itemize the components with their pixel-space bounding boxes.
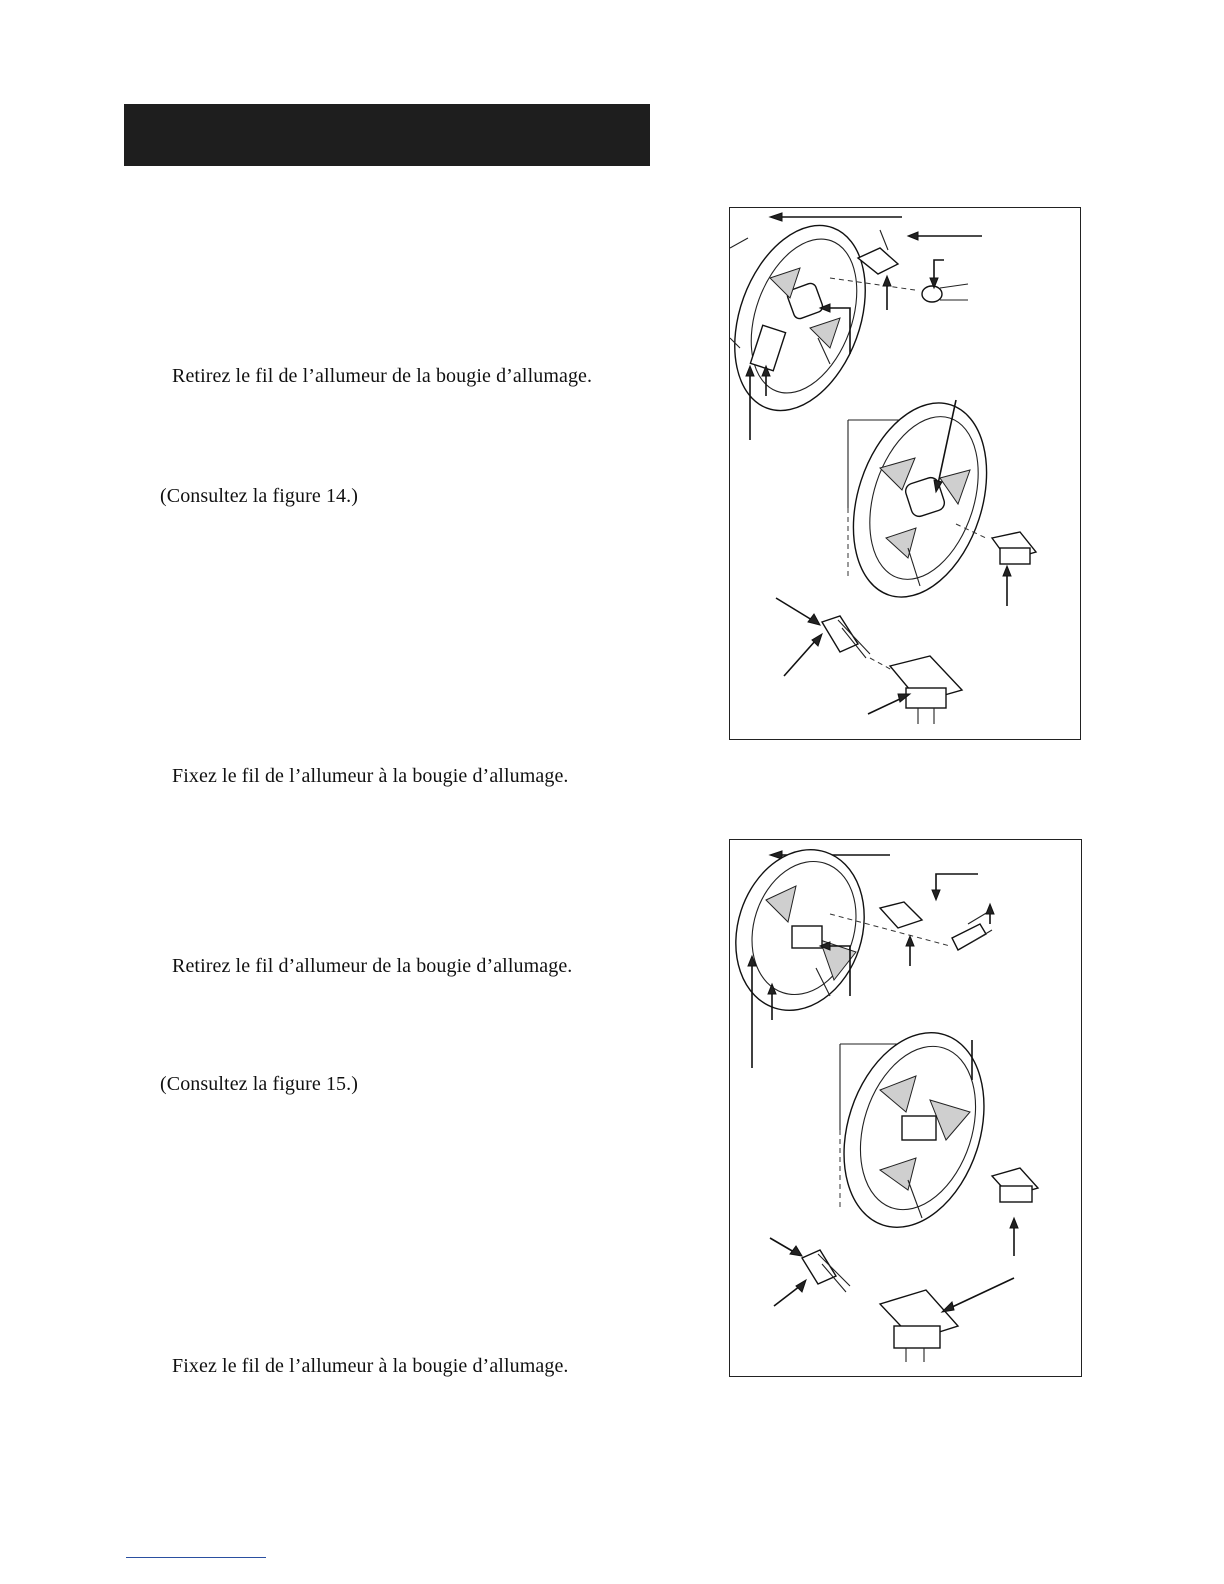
electrode [880, 902, 922, 928]
step-attach-igniter-wire-2: Fixez le fil de l’allumeur à la bougie d’allumage. [172, 1355, 569, 1377]
figure-15-drawing [730, 840, 1083, 1378]
figure-reference-14: (Consultez la figure 14.) [160, 485, 358, 507]
footer-link-rule [126, 1557, 266, 1558]
section-header-bar [124, 104, 650, 166]
step-remove-igniter-wire-2: Retirez le fil d’allumeur de la bougie d’allumage. [172, 955, 573, 977]
step-attach-igniter-wire: Fixez le fil de l’allumeur à la bougie d’allumage. [172, 765, 569, 787]
figure-15-illustration [729, 839, 1082, 1377]
figure-14-drawing [730, 208, 1082, 741]
figure-14-illustration [729, 207, 1081, 740]
figure-reference-15: (Consultez la figure 15.) [160, 1073, 358, 1095]
step-remove-igniter-wire: Retirez le fil de l’allumeur de la bougie d’allumage. [172, 365, 593, 387]
